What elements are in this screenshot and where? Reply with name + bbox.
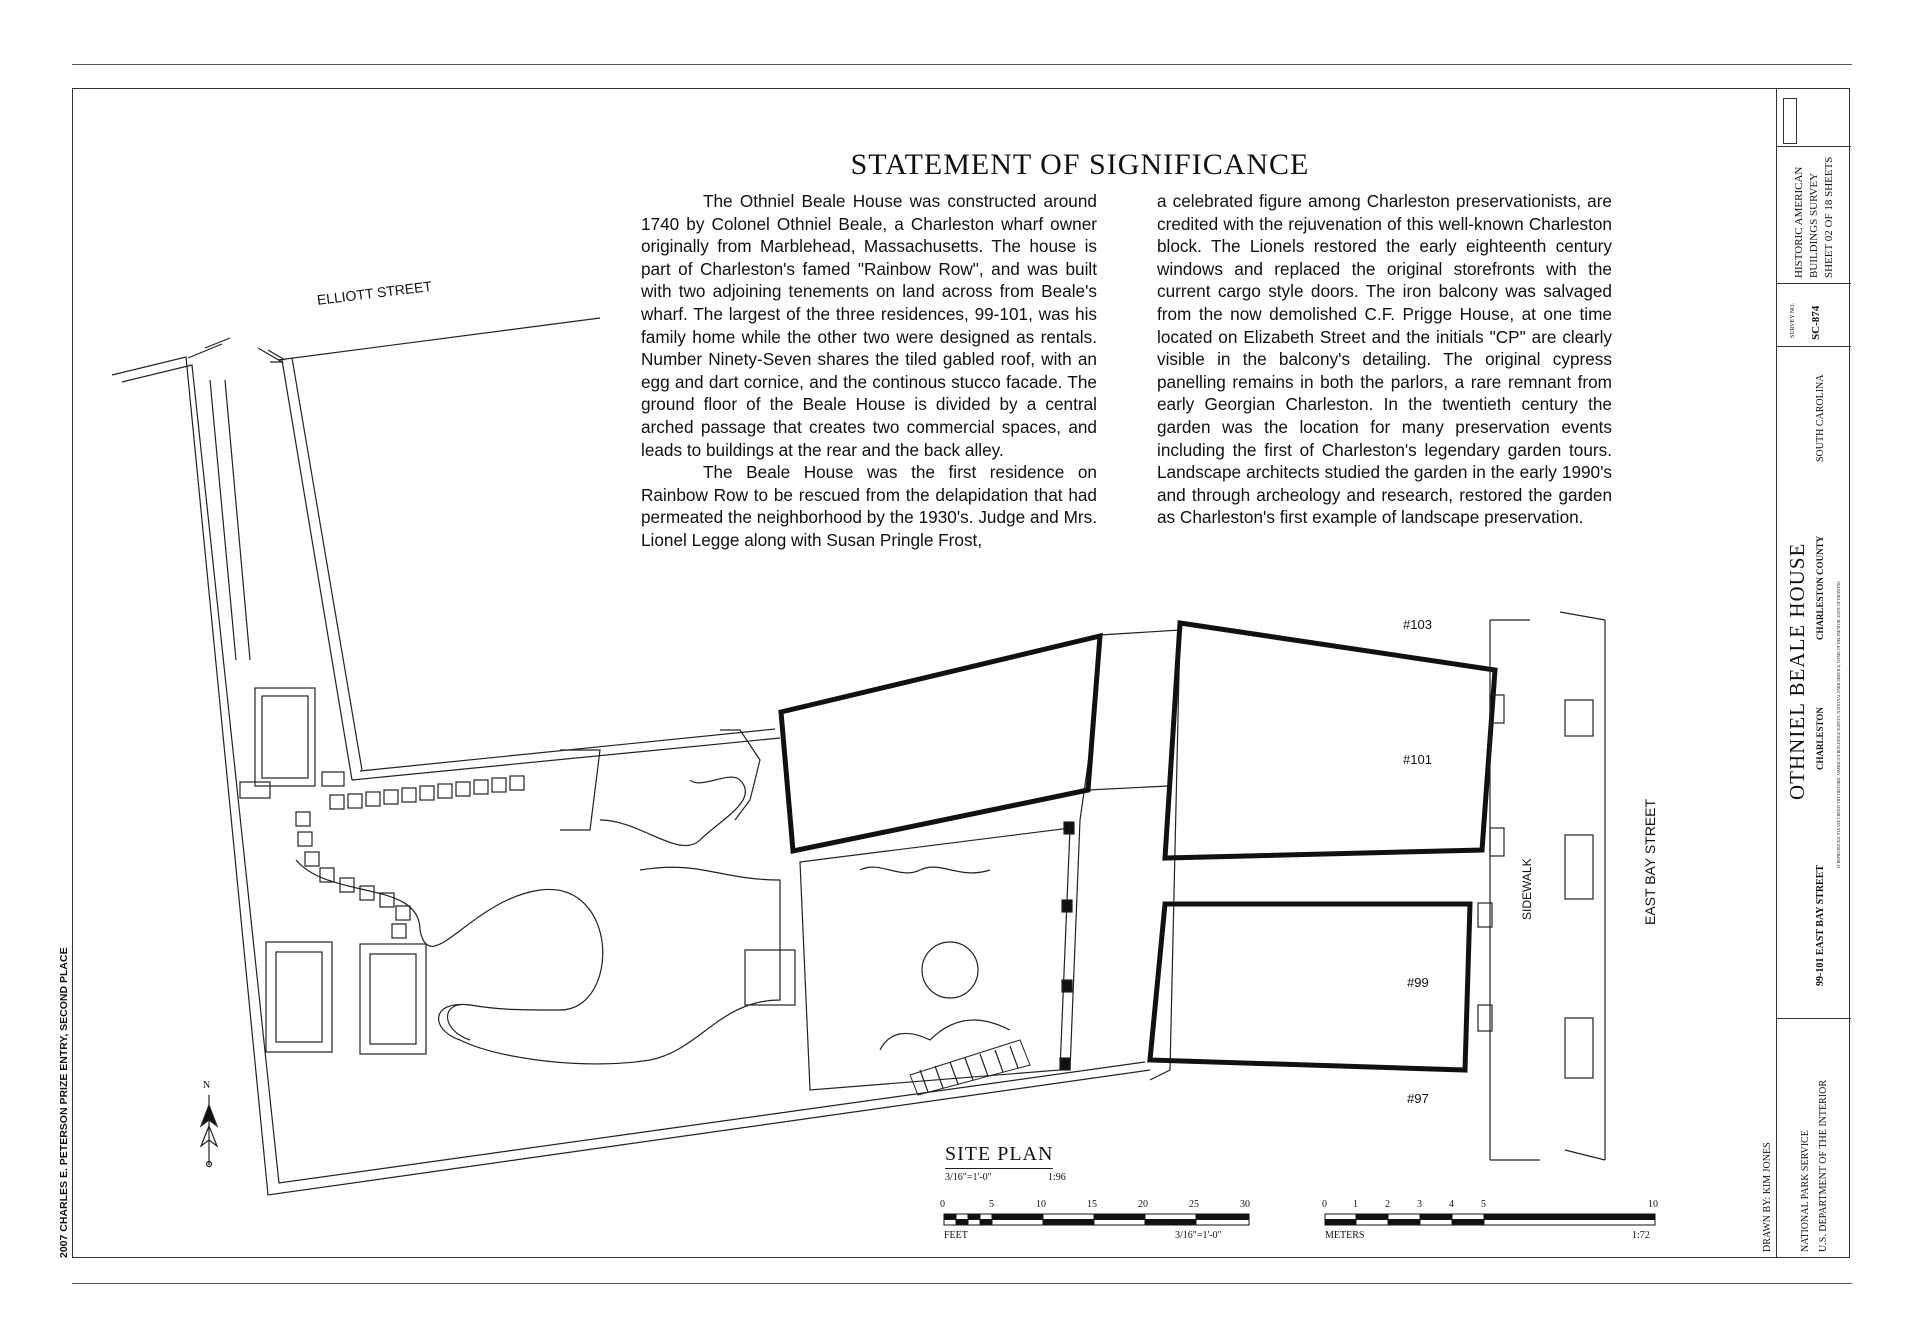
sidewalk-label: SIDEWALK xyxy=(1520,858,1534,920)
site-plan-title: SITE PLAN xyxy=(945,1143,1053,1169)
agency-name-2: U.S. DEPARTMENT OF THE INTERIOR xyxy=(1818,1079,1829,1252)
meters-tick-2: 2 xyxy=(1385,1199,1390,1210)
site-plan-ratio: 1:96 xyxy=(1048,1172,1066,1183)
east-bay-street-label: EAST BAY STREET xyxy=(1642,798,1658,925)
feet-tick-5: 5 xyxy=(989,1199,994,1210)
feet-tick-20: 20 xyxy=(1138,1199,1148,1210)
city-name: CHARLESTON xyxy=(1815,707,1825,770)
site-plan-scale: 3/16"=1'-0" xyxy=(945,1172,992,1183)
title-block-divider xyxy=(1777,1018,1851,1019)
title-block-divider xyxy=(1777,283,1851,284)
stamp-mark-icon xyxy=(1783,98,1797,144)
building-101-label: #101 xyxy=(1403,752,1432,767)
feet-tick-25: 25 xyxy=(1189,1199,1199,1210)
feet-tick-10: 10 xyxy=(1036,1199,1046,1210)
program-name-1: HISTORIC AMERICAN xyxy=(1793,166,1805,278)
feet-tick-30: 30 xyxy=(1240,1199,1250,1210)
drawn-by: DRAWN BY: KIM JONES xyxy=(1762,1142,1773,1252)
meters-tick-10: 10 xyxy=(1648,1199,1658,1210)
feet-tick-0: 0 xyxy=(940,1199,945,1210)
feet-tick-15: 15 xyxy=(1087,1199,1097,1210)
survey-number: SC-874 xyxy=(1810,305,1822,340)
reproduction-credit: IF REPRODUCED, PLEASE CREDIT THE HISTORIC AMERICAN BUILDINGS SURVEY, NATIONAL PARK SERVICE, NAME OF DELINEATOR, DATE OF DRAWING xyxy=(1836,581,1841,868)
title-block-divider xyxy=(1777,146,1851,147)
sheet-number: SHEET 02 OF 18 SHEETS xyxy=(1823,156,1835,278)
address: 99-101 EAST BAY STREET xyxy=(1815,864,1826,986)
statement-title: STATEMENT OF SIGNIFICANCE xyxy=(850,148,1310,181)
county-name: CHARLESTON COUNTY xyxy=(1815,535,1825,640)
building-103-label: #103 xyxy=(1403,617,1432,632)
feet-scale-note: 3/16"=1'-0" xyxy=(1175,1230,1222,1241)
feet-unit-label: FEET xyxy=(944,1230,968,1241)
meters-tick-1: 1 xyxy=(1353,1199,1358,1210)
margin-note: 2007 CHARLES E. PETERSON PRIZE ENTRY, SECOND PLACE xyxy=(58,947,70,1258)
statement-paragraph-3: a celebrated figure among Charleston preservationists, are credited with the rejuvenation of this well-known Charleston block. The Lionels restored the early eighteenth century windows and replaced the original storefronts with the current cargo style doors. The iron balcony was salvaged from the now demolished C.F. Prigge House, at one time located on Elizabeth Street and the initials "CP" are clearly visible in the balcony's detailing. The original cypress panelling remains in both the parlors, a rare remnant from early Georgian Charleston. In the twentieth century the garden was the location for many preservation events including the first of Charleston's legendary garden tours. Landscape architects studied the garden in the early 1990's and through archeology and research, restored the garden as Charleston's first example of landscape preservation. xyxy=(1157,191,1612,528)
meters-tick-3: 3 xyxy=(1417,1199,1422,1210)
elliott-street-label: ELLIOTT STREET xyxy=(316,277,433,308)
building-97-label: #97 xyxy=(1407,1091,1429,1106)
building-99-label: #99 xyxy=(1407,975,1429,990)
meters-tick-0: 0 xyxy=(1322,1199,1327,1210)
north-label: N xyxy=(203,1080,211,1091)
statement-paragraph-1: The Othniel Beale House was constructed around 1740 by Colonel Othniel Beale, a Charleston wharf owner originally from Marblehead, Massachusetts. The house is part of Charleston's famed "Rainbow Row", and was built with two adjoining tenements on land across from Beale's wharf. The largest of the three residences, 99-101, was his family home while the other two were designed as rentals. Number Ninety-Seven shares the tiled gabled roof, with an egg and dart cornice, and the continous stucco facade. The ground floor of the Beale House is divided by a central arched passage that creates two commercial spaces, and leads to buildings at the rear and the back alley. xyxy=(641,191,1097,460)
title-block-divider xyxy=(1777,346,1851,347)
meters-tick-4: 4 xyxy=(1449,1199,1454,1210)
agency-name-1: NATIONAL PARK SERVICE xyxy=(1800,1130,1811,1252)
meters-unit-label: METERS xyxy=(1325,1230,1365,1241)
meters-ratio-label: 1:72 xyxy=(1632,1230,1650,1241)
meters-tick-5: 5 xyxy=(1481,1199,1486,1210)
program-name-2: BUILDINGS SURVEY xyxy=(1808,172,1820,278)
state-name: SOUTH CAROLINA xyxy=(1815,374,1826,462)
survey-number-label: SURVEY NO. xyxy=(1790,303,1796,338)
statement-paragraph-2: The Beale House was the first residence on Rainbow Row to be rescued from the delapidation that had permeated the neighborhood by the 1930's. Judge and Mrs. Lionel Legge along with Susan Pringle Frost, xyxy=(641,462,1097,550)
building-name: OTHNIEL BEALE HOUSE xyxy=(1785,542,1809,800)
